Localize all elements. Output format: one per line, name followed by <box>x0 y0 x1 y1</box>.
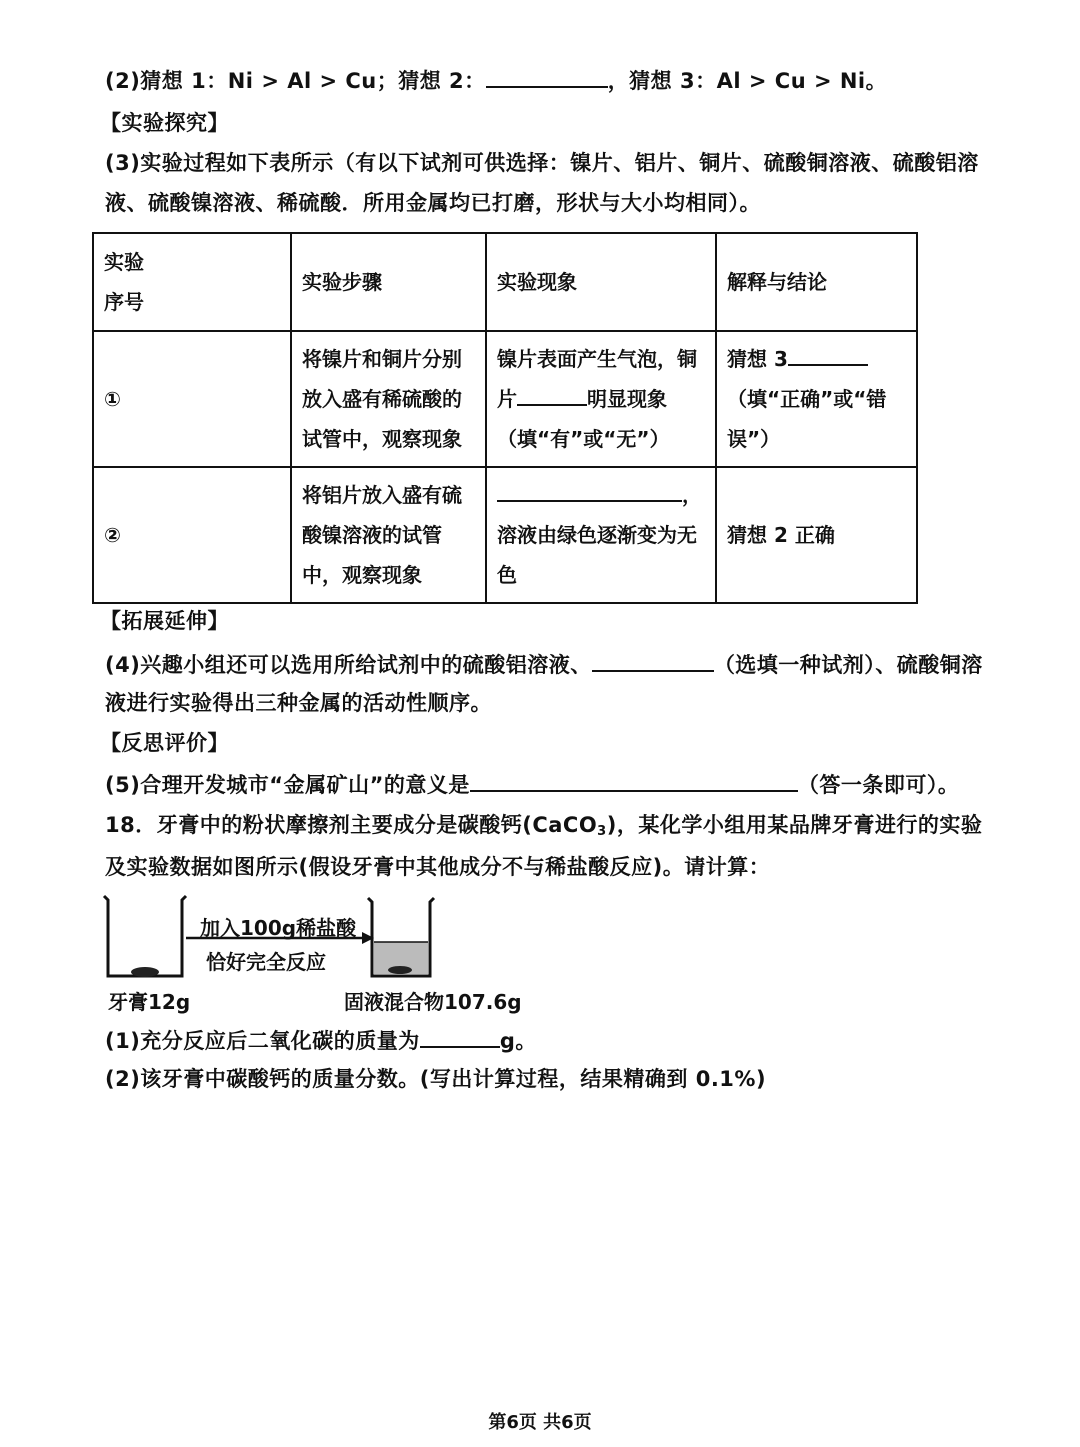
row-1-step: 将镍片和铜片分别放入盛有稀硫酸的试管中，观察现象 <box>291 331 486 467</box>
answer-blank-reagent[interactable] <box>592 648 714 672</box>
question-3-line-1: (3)实验过程如下表所示（有以下试剂可供选择：镍片、铝片、铜片、硫酸铜溶液、硫酸铝溶 <box>105 151 979 175</box>
row-2-observation: ， 溶液由绿色逐渐变为无色 <box>486 467 716 603</box>
left-beaker-label: 牙膏12g <box>108 990 191 1014</box>
answer-blank-significance[interactable] <box>470 768 798 792</box>
beaker-right-icon <box>368 898 434 976</box>
row-2-number: ② <box>93 467 291 603</box>
row-2-step: 将铝片放入盛有硫酸镍溶液的试管中，观察现象 <box>291 467 486 603</box>
header-cell-number: 实验 序号 <box>93 233 291 331</box>
question-18-line-1: 18．牙膏中的粉状摩擦剂主要成分是碳酸钙(CaCO$_3$)，某化学小组用某品牌牙膏进行的实验 <box>105 813 983 839</box>
row-1-observation: 镍片表面产生气泡，铜片 明显现象（填“有”或“无”） <box>486 331 716 467</box>
section-heading-explore: 【实验探究】 <box>100 111 229 135</box>
experiment-table <box>92 232 918 604</box>
question-5-line: (5)合理开发城市“金属矿山”的意义是 （答一条即可）。 <box>105 768 959 800</box>
arrow-label-top: 加入100g稀盐酸 <box>200 916 357 940</box>
row-1-conclusion: 猜想 3（填“正确”或“错误”） <box>716 331 917 467</box>
question-18-part-1: (1)充分反应后二氧化碳的质量为 g。 <box>105 1024 537 1056</box>
answer-blank-aluminum-observation[interactable] <box>497 476 682 502</box>
row-1-number: ① <box>93 331 291 467</box>
question-4-line-1: (4)兴趣小组还可以选用所给试剂中的硫酸铝溶液、 （选填一种试剂）、硫酸铜溶 <box>105 648 983 680</box>
header-cell-observations: 实验现象 <box>486 233 716 331</box>
question-2-text-a: (2)猜想 1：Ni > Al > Cu；猜想 2： <box>105 69 486 93</box>
table-header-row <box>93 233 917 331</box>
right-beaker-label: 固液混合物107.6g <box>344 990 522 1014</box>
question-18-part-2: (2)该牙膏中碳酸钙的质量分数。(写出计算过程，结果精确到 0.1%) <box>105 1067 767 1091</box>
beaker-left-icon <box>104 896 186 977</box>
section-heading-extend: 【拓展延伸】 <box>100 609 229 633</box>
experiment-diagram <box>100 888 530 1018</box>
page-number-footer: 第6页 共6页 <box>488 1412 592 1433</box>
answer-blank-co2-mass[interactable] <box>420 1024 500 1048</box>
answer-blank-hypothesis-2[interactable] <box>486 64 608 88</box>
row-2-conclusion: 猜想 2 正确 <box>716 467 917 603</box>
table-row <box>93 467 917 603</box>
question-3-line-2: 液、硫酸镍溶液、稀硫酸．所用金属均已打磨，形状与大小均相同）。 <box>105 191 761 215</box>
table-row <box>93 331 917 467</box>
header-cell-steps: 实验步骤 <box>291 233 486 331</box>
section-heading-reflect: 【反思评价】 <box>100 731 229 755</box>
question-18-line-2: 及实验数据如图所示(假设牙膏中其他成分不与稀盐酸反应)。请计算： <box>105 855 771 879</box>
header-cell-conclusion: 解释与结论 <box>716 233 917 331</box>
arrow-label-bottom: 恰好完全反应 <box>206 950 326 974</box>
answer-blank-hypothesis-3-result[interactable] <box>788 340 868 366</box>
question-2-line <box>105 64 887 96</box>
question-2-text-b: ，猜想 3：Al > Cu > Ni。 <box>607 69 888 93</box>
answer-blank-copper-observation[interactable] <box>517 380 587 406</box>
question-4-line-2: 液进行实验得出三种金属的活动性顺序。 <box>105 691 492 715</box>
